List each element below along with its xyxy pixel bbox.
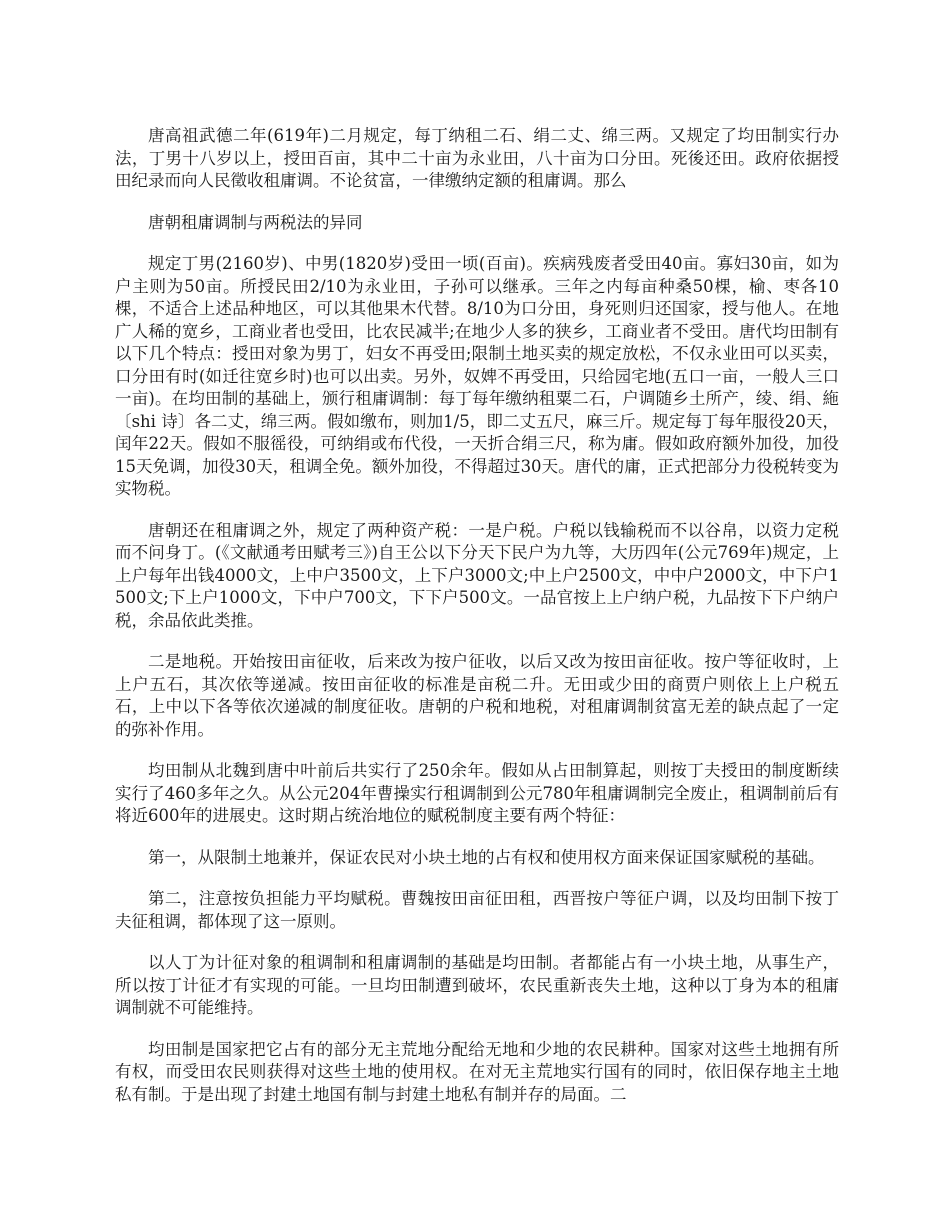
paragraph-ownership: 均田制是国家把它占有的部分无主荒地分配给无地和少地的农民耕种。国家对这些土地拥有所有权，而受田农民则获得对这些土地的使用权。在对无主荒地实行国有的同时，依旧保存地主土地私有制。于是出现了封建土地国有制与封建土地私有制并存的局面。二 [115, 1039, 839, 1104]
paragraph-history: 均田制从北魏到唐中叶前后共实行了250余年。假如从占田制算起，则按丁夫授田的制度断续实行了460多年之久。从公元204年曹操实行租调制到公元780年租庸调制完全废止，租调制前后有将近600年的进展史。这时期占统治地位的赋税制度主要有两个特征： [115, 761, 839, 825]
document-body [115, 125, 839, 1125]
paragraph-land-tax: 二是地税。开始按田亩征收，后来改为按户征收，以后又改为按田亩征收。按户等征收时，上上户五石，其次依等递减。按田亩征收的标准是亩税二升。无田或少田的商贾户则依上上户税五石，上中以下各等依次递减的制度征收。唐朝的户税和地税，对租庸调制贫富无差的缺点起了一定的弥补作用。 [115, 652, 839, 739]
paragraph-feature-one: 第一，从限制土地兼并，保证农民对小块土地的占有权和使用权方面来保证国家赋税的基础。 [148, 847, 825, 867]
paragraph-land-allocation: 规定丁男(2160岁)、中男(1820岁)受田一顷(百亩)。疾病残废者受田40亩。寡妇30亩，如为户主则为50亩。所授民田2/10为永业田，子孙可以继承。三年之内每亩种桑50棵，榆、枣各10棵，不适合上述品种地区，可以其他果木代替。8/10为口分田，身死则归还国家，授与他人。在地广人稀的宽乡，工商业者也受田，比农民减半;在地少人多的狭乡，工商业者不受田。唐代均田制有以下几个特点：授田对象为男丁，妇女不再受田;限制土地买卖的规定放松，不仅永业田可以买卖，口分田有时(如迁往宽乡时)也可以出卖。另外，奴婢不再受田，只给园宅地(五口一亩，一般人三口一亩)。在均田制的基础上，颁行租庸调制：每丁每年缴纳租粟二石，户调随乡土所产，绫、绢、絁〔shi 诗〕各二丈，绵三两。假如缴布，则加1/5，即二丈五尺，麻三斤。规定每丁每年服役20天，闰年22天。假如不服徭役，可纳绢或布代役，一天折合绢三尺，称为庸。假如政府额外加役，加役15天免调，加役30天，租调全免。额外加役，不得超过30天。唐代的庸，正式把部分力役税转变为实物税。 [115, 254, 839, 498]
paragraph-household-tax: 唐朝还在租庸调之外，规定了两种资产税：一是户税。户税以钱输税而不以谷帛，以资力定税而不问身丁。(《文献通考田赋考三》)自王公以下分天下民户为九等，大历四年(公元769年)规定，上上户每年出钱4000文，上中户3500文，上下户3000文;中上户2500文，中中户2000文，中下户1500文;下上户1000文，下中户700文，下下户500文。一品官按上上户纳户税，九品按下下户纳户税，余品依此类推。 [115, 520, 839, 630]
paragraph-basis: 以人丁为计征对象的租调制和租庸调制的基础是均田制。者都能占有一小块土地，从事生产，所以按丁计征才有实现的可能。一旦均田制遭到破坏，农民重新丧失土地，这种以丁身为本的租庸调制就不可能维持。 [115, 953, 839, 1017]
section-heading: 唐朝租庸调制与两税法的异同 [148, 212, 363, 232]
paragraph-feature-two: 第二，注意按负担能力平均赋税。曹魏按田亩征田租，西晋按户等征户调，以及均田制下按丁夫征租调，都体现了这一原则。 [115, 889, 839, 931]
paragraph-intro: 唐高祖武德二年(619年)二月规定，每丁纳租二石、绢二丈、绵三两。又规定了均田制实行办法，丁男十八岁以上，授田百亩，其中二十亩为永业田，八十亩为口分田。死後还田。政府依据授田纪录而向人民徵收租庸调。不论贫富，一律缴纳定额的租庸调。那么 [115, 126, 839, 190]
